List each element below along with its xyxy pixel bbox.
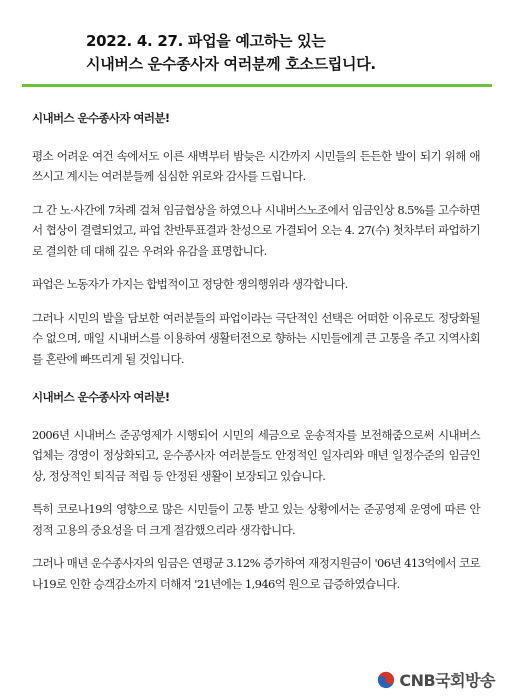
letter-body	[32, 108, 480, 607]
paragraph: 평소 어려운 여건 속에서도 이른 새벽부터 밤늦은 시간까지 시민들의 든든한 발이 되기 위해 애쓰시고 계시는 여러분들께 심심한 위로와 감사를 드립니다.	[32, 148, 480, 183]
document-title	[86, 30, 376, 76]
logo-text: CNB국회방송	[399, 671, 495, 690]
paragraph: 2006년 시내버스 준공영제가 시행되어 시민의 세금으로 운송적자를 보전해줌으로써 시내버스업체는 경영이 정상화되고, 운수종사자 여러분들도 안정적인 일자리와 매년 일정수준의 임금인상, 정상적인 퇴직금 적립 등 안정된 생활이 보장되고 있습니다.	[32, 427, 480, 483]
title-line-2: 시내버스 운수종사자 여러분께 호소드립니다.	[86, 55, 376, 73]
paragraph: 파업은 노동자가 가지는 합법적이고 정당한 쟁의행위라 생각합니다.	[32, 277, 348, 291]
broadcaster-logo	[377, 668, 495, 691]
paragraph: 그러나 시민의 발을 담보한 여러분들의 파업이라는 극단적인 선택은 어떠한 이유로도 정당화될 수 없으며, 매일 시내버스를 이용하여 생활터전으로 향하는 시민들에게 큰 고통을 주고 지역사회를 혼란에 빠뜨리게 될 것입니다.	[32, 310, 480, 366]
title-divider	[22, 84, 492, 87]
section-heading-1: 시내버스 운수종사자 여러분!	[32, 111, 170, 125]
taegeuk-logo-icon	[377, 671, 395, 689]
section-heading-2: 시내버스 운수종사자 여러분!	[32, 390, 170, 404]
paragraph: 그러나 매년 운수종사자의 임금은 연평균 3.12% 증가하여 재정지원금이 '06년 413억에서 코로나19로 인한 승객감소까지 더해져 '21년에는 1,946억 원으로 급증하였습니다.	[32, 556, 480, 591]
paragraph: 특히 코로나19의 영향으로 많은 시민들이 고통 받고 있는 상황에서는 준공영제 운영에 따른 안정적 고용의 중요성을 더 크게 절감했으리라 생각합니다.	[32, 502, 480, 537]
title-line-1: 2022. 4. 27. 파업을 예고하는 있는	[86, 32, 326, 50]
paragraph: 그 간 노·사간에 7차례 걸쳐 임금협상을 하였으나 시내버스노조에서 임금인상 8.5%를 고수하면서 협상이 결렬되었고, 파업 찬반투표결과 찬성으로 가결되어 오는 4. 27(수) 첫차부터 파업하기로 결의한 데 대해 깊은 우려와 유감을 표명합니다.	[32, 202, 480, 258]
